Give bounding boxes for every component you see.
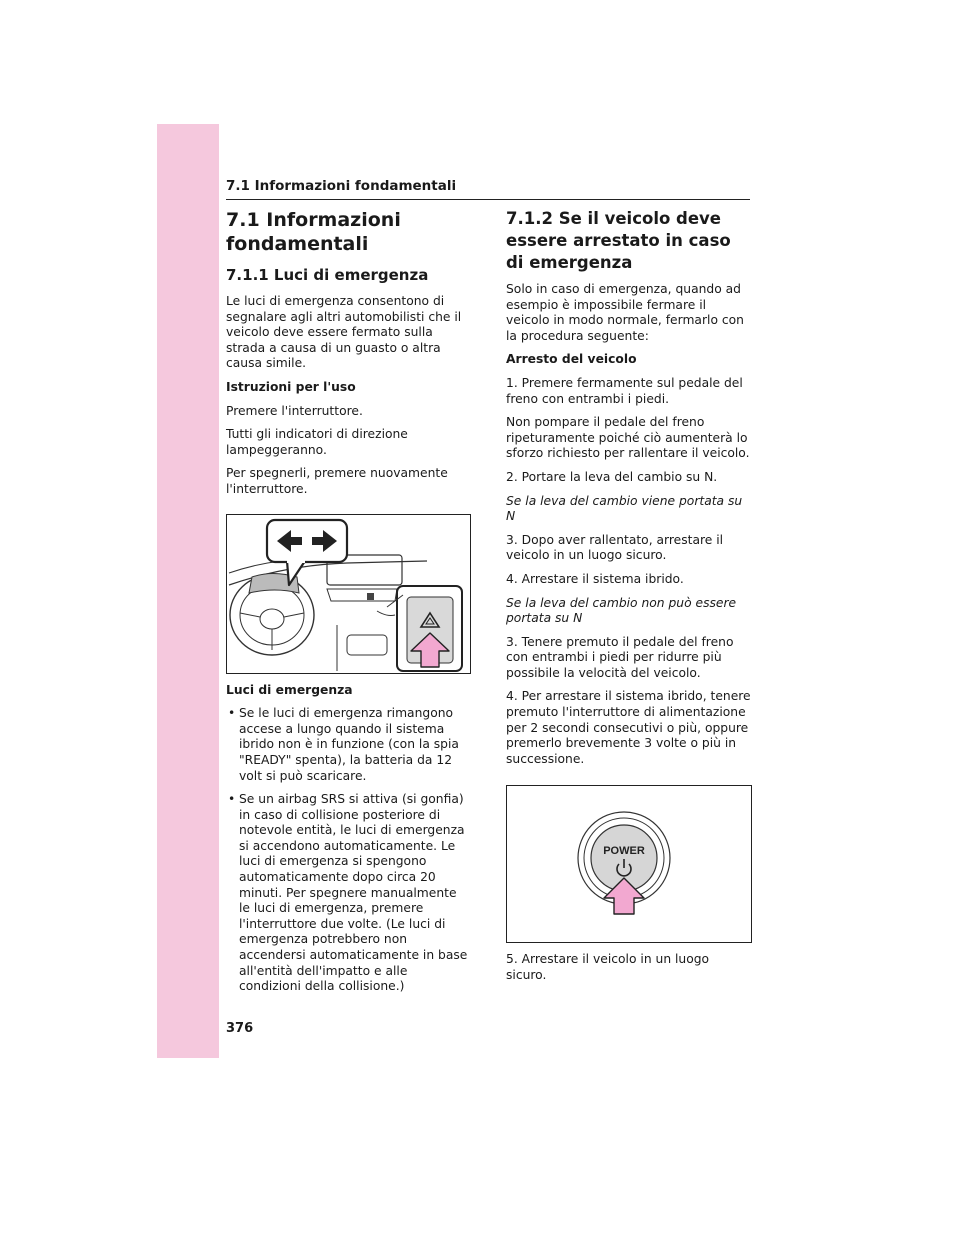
section-title-emergency-stop: 7.1.2 Se il veicolo deve essere arrestato in caso di emergenza: [506, 209, 731, 272]
step-3b: 3. Tenere premuto il pedale del freno con entrambi i piedi per ridurre più possibile la velocità del veicolo.: [506, 634, 734, 680]
hazard-switch-figure: [226, 514, 471, 674]
step-1: 1. Premere fermamente sul pedale del freno con entrambi i piedi.: [506, 375, 743, 406]
case-cannot-shift: Se la leva del cambio non può essere portata su N: [506, 595, 737, 626]
side-color-band: [157, 124, 219, 1058]
step-1-note: Non pompare il pedale del freno ripeturamente poiché ciò aumenterà lo sforzo richiesto per rallentare il veicolo.: [506, 415, 750, 461]
running-header: 7.1 Informazioni fondamentali: [226, 178, 457, 194]
step-3a: 3. Dopo aver rallentato, arrestare il veicolo in un luogo sicuro.: [506, 532, 724, 563]
step-2: 2. Portare la leva del cambio su N.: [506, 469, 718, 484]
figure-caption-hazard: Luci di emergenza: [226, 682, 353, 697]
left-column: [226, 208, 470, 1003]
list-item: • Se le luci di emergenza rimangono accese a lungo quando il sistema ibrido non è in funzione (con la spia "READY" spenta), la batteria da 12 volt si può scaricare.: [226, 706, 470, 784]
chapter-title: 7.1 Informazioni fondamentali: [226, 209, 401, 255]
instruction-flash: Tutti gli indicatori di direzione lampeggeranno.: [226, 427, 408, 457]
right-column: [506, 208, 752, 992]
section-title-hazard: 7.1.1 Luci di emergenza: [226, 266, 429, 284]
step-4b: 4. Per arrestare il sistema ibrido, tenere premuto l'interruttore di alimentazione per 2 secondi consecutivi o più, oppure premerlo brevemente 3 volte o più in successione.: [506, 689, 751, 766]
page-number: 376: [226, 1021, 254, 1036]
power-button-illustration: [507, 786, 751, 942]
dashboard-illustration: [227, 515, 470, 673]
step-5: 5. Arrestare il veicolo in un luogo sicuro.: [506, 952, 710, 983]
step-4a: 4. Arrestare il sistema ibrido.: [506, 571, 684, 586]
power-label: POWER: [603, 845, 645, 858]
instruction-press: Premere l'interruttore.: [226, 403, 363, 418]
instruction-off: Per spegnerli, premere nuovamente l'interruttore.: [226, 466, 448, 496]
power-switch-figure: [506, 785, 752, 943]
hazard-notes-list: [226, 706, 470, 995]
header-rule: [226, 199, 750, 200]
emergency-intro: Solo in caso di emergenza, quando ad esempio è impossibile fermare il veicolo in modo normale, fermarlo con la procedura seguente:: [506, 282, 744, 343]
list-item: • Se un airbag SRS si attiva (si gonfia) in caso di collisione posteriore di notevole entità, le luci di emergenza si accendono automaticamente. Le luci di emergenza si spengono automaticamente dopo circa 20 minuti. Per spegnere manualmente le luci di emergenza, premere l'interruttore due volte. (Le luci di emergenza potrebbero non accendersi automaticamente in base all'entità dell'impatto e alle condizioni della collisione.): [226, 792, 470, 995]
instructions-label: Istruzioni per l'uso: [226, 379, 356, 394]
case-shift-to-n: Se la leva del cambio viene portata su N: [506, 493, 743, 524]
stop-label: Arresto del veicolo: [506, 352, 637, 367]
hazard-intro: Le luci di emergenza consentono di segnalare agli altri automobilisti che il veicolo deve essere fermato sulla strada a causa di un guasto o altra causa simile.: [226, 294, 462, 371]
